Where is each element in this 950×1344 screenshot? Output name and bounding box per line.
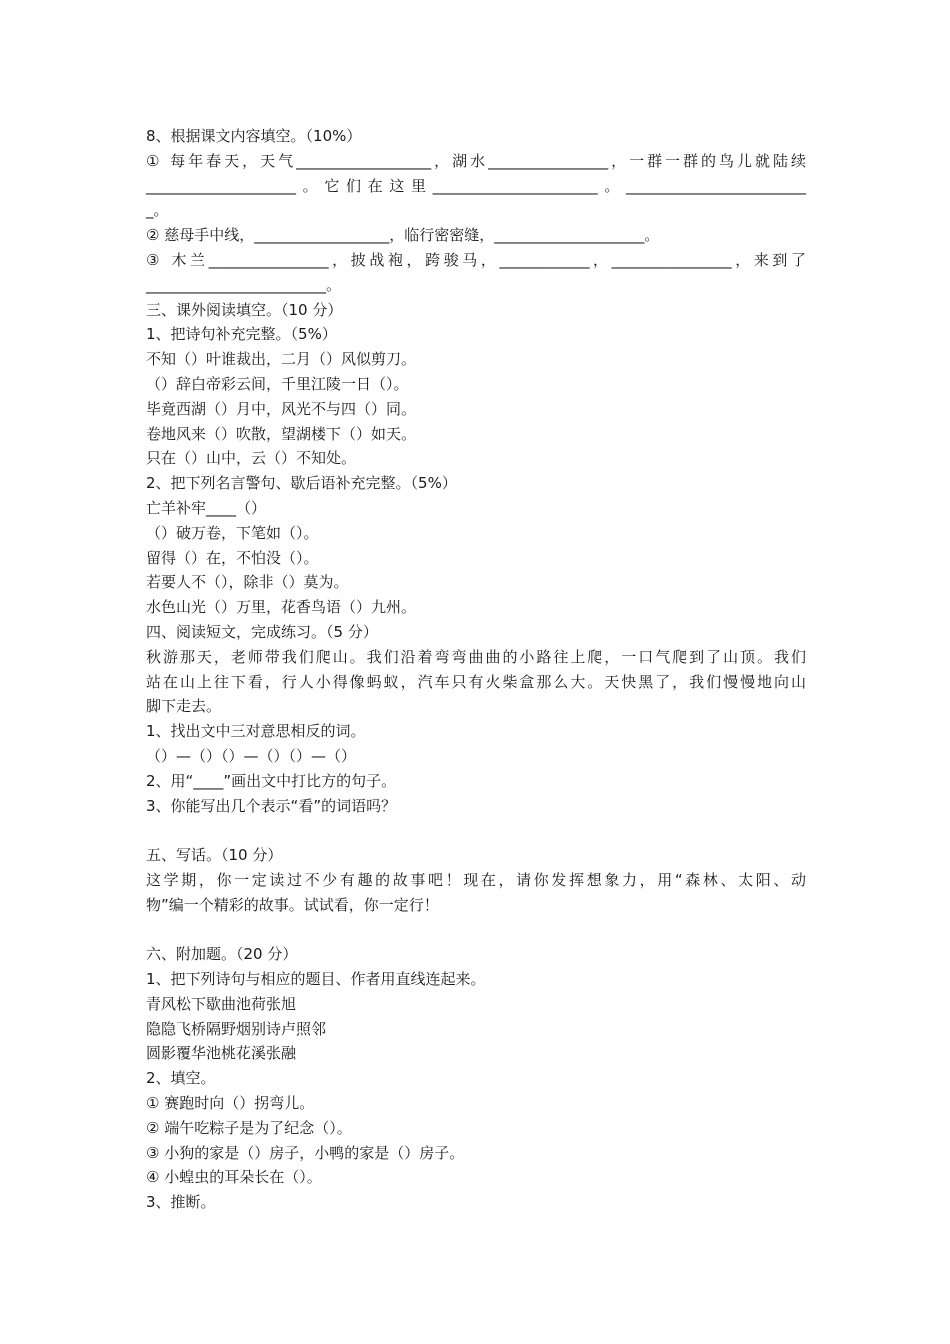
text-line: ① 每年春天，天气__________________，湖水________________，一群一群的鸟儿就陆续 <box>146 151 806 170</box>
text-line: （）破万卷，下笔如（）。 <box>146 523 319 542</box>
blank-line <box>146 918 806 943</box>
text-line: 卷地风来（）吹散，望湖楼下（）如天。 <box>146 424 417 443</box>
text-line: 隐隐飞桥隔野烟别诗卢照邻 <box>146 1019 327 1038</box>
text-line: 圆影覆华池桃花溪张融 <box>146 1044 297 1063</box>
text-line: 只在（）山中，云（）不知处。 <box>146 449 357 468</box>
text-line: 秋游那天，老师带我们爬山。我们沿着弯弯曲曲的小路往上爬，一口气爬到了山顶。我们 <box>146 647 806 666</box>
text-line: 亡羊补牢____（） <box>146 498 267 517</box>
text-line: 水色山光（）万里，花香鸟语（）九州。 <box>146 598 417 617</box>
text-line: 脚下走去。 <box>146 697 222 716</box>
text-line: ② 慈母手中线，__________________，临行密密缝，____________________。 <box>146 226 660 245</box>
text-line: 六、附加题。（20 分） <box>146 945 298 964</box>
text-line: 1、把诗句补充完整。（5%） <box>146 325 337 344</box>
text-line: 毕竟西湖（）月中，风光不与四（）同。 <box>146 399 417 418</box>
text-line: 青风松下歇曲池荷张旭 <box>146 994 297 1013</box>
text-line: 2、填空。 <box>146 1069 216 1088</box>
text-line: 1、把下列诗句与相应的题目、作者用直线连起来。 <box>146 970 486 989</box>
text-line: （）辞白帝彩云间，千里江陵一日（）。 <box>146 374 409 393</box>
text-line: （）—（）（）—（）（）—（） <box>146 746 357 765</box>
text-line: ① 赛跑时向（）拐弯儿。 <box>146 1094 315 1113</box>
text-line: 五、写话。（10 分） <box>146 846 283 865</box>
text-line: 三、课外阅读填空。（10 分） <box>146 300 343 319</box>
text-line: 若要人不（），除非（）莫为。 <box>146 573 349 592</box>
text-line: ____________________。它们在这里______________________。________________________ <box>146 176 806 195</box>
text-line: 1、找出文中三对意思相反的词。 <box>146 722 366 741</box>
text-line: 2、用“____”画出文中打比方的句子。 <box>146 771 397 790</box>
text-line: 8、根据课文内容填空。（10%） <box>146 127 362 145</box>
text-line: 留得（）在，不怕没（）。 <box>146 548 319 567</box>
text-line: 3、推断。 <box>146 1193 216 1212</box>
text-line: ③ 木兰________________，披战袍，跨骏马，____________，________________，来到了 <box>146 250 806 269</box>
blank-line <box>146 818 806 843</box>
document-page <box>146 124 806 1215</box>
text-line: ④ 小蝗虫的耳朵长在（）。 <box>146 1168 322 1187</box>
text-line: 3、你能写出几个表示“看”的词语吗？ <box>146 796 397 815</box>
text-line: 这学期，你一定读过不少有趣的故事吧！现在，请你发挥想象力，用“森林、太阳、动 <box>146 870 806 889</box>
text-line: 四、阅读短文，完成练习。（5 分） <box>146 622 378 641</box>
text-line: ③ 小狗的家是（）房子，小鸭的家是（）房子。 <box>146 1143 465 1162</box>
text-line: 物”编一个精彩的故事。试试看，你一定行！ <box>146 895 439 914</box>
text-line: 站在山上往下看，行人小得像蚂蚁，汽车只有火柴盒那么大。天快黑了，我们慢慢地向山 <box>146 672 806 691</box>
text-line: 2、把下列名言警句、歇后语补充完整。（5%） <box>146 474 457 493</box>
text-line: ② 端午吃粽子是为了纪念（）。 <box>146 1118 352 1137</box>
text-line: ________________________。 <box>146 275 342 294</box>
text-line: 不知（）叶谁裁出，二月（）风似剪刀。 <box>146 350 417 369</box>
text-line: _。 <box>146 201 169 220</box>
